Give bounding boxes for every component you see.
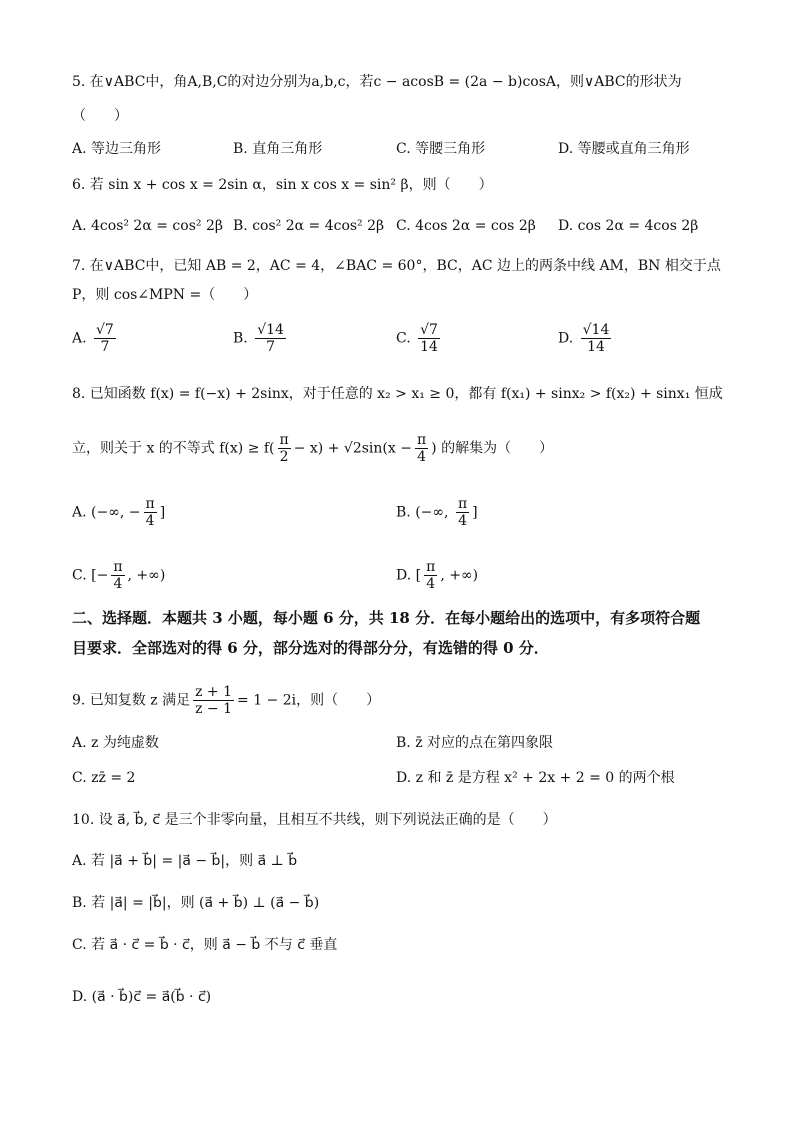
q7-option-d-label: D.	[558, 330, 574, 347]
q7-option-a-fraction	[94, 322, 116, 355]
q8-option-b-suffix: ]	[472, 504, 478, 521]
q7-stem-line2: P，则 cos∠MPN =（ ）	[72, 287, 258, 303]
q7-option-b	[233, 322, 289, 355]
q7-option-d-denominator: 14	[587, 339, 605, 355]
q7-option-a-label: A.	[72, 330, 87, 347]
q8-option-b-fraction	[456, 496, 469, 529]
q8-option-d-denominator: 4	[426, 576, 436, 592]
q8-stem-part-c: ) 的解集为（ ）	[431, 440, 554, 457]
q6-stem: 6. 若 sin x + cos x = 2sin α，sin x cos x = sin² β，则（ ）	[72, 177, 493, 193]
q8-option-a-fraction	[144, 496, 157, 529]
q8-option-c-prefix: [−	[91, 567, 109, 584]
q8-option-a-prefix: (−∞, −	[91, 504, 141, 521]
q8-stem-fraction-2-numerator: π	[416, 432, 427, 448]
q7-stem-line1: 7. 在∨ABC中，已知 AB = 2，AC = 4，∠BAC = 60°，BC，AC 边上的两条中线 AM，BN 相交于点	[72, 258, 721, 274]
q8-option-a-denominator: 4	[145, 513, 155, 529]
q9-stem-fraction-denominator: z − 1	[195, 701, 233, 717]
q6-option-c: C. 4cos 2α = cos 2β	[396, 218, 536, 234]
q9-stem-part-b: = 1 − 2i，则（ ）	[237, 692, 381, 709]
q7-option-c-denominator: 14	[420, 339, 438, 355]
q9-stem-fraction-numerator: z + 1	[195, 684, 233, 700]
q8-stem-part-a: 立，则关于 x 的不等式 f(x) ≥ f(	[72, 440, 275, 457]
q10-option-b: B. 若 |a⃗| = |b⃗|，则 (a⃗ + b⃗) ⊥ (a⃗ − b⃗)	[72, 895, 320, 911]
q8-option-a-numerator: π	[145, 496, 155, 512]
q8-option-b	[396, 496, 478, 529]
q8-stem-fraction-1-numerator: π	[279, 432, 289, 448]
q8-option-c-denominator: 4	[113, 576, 123, 592]
q7-option-a	[72, 322, 119, 355]
q9-option-b: B. z̄ 对应的点在第四象限	[396, 735, 554, 751]
q8-option-d-suffix: , +∞)	[440, 567, 479, 584]
q5-stem: 5. 在∨ABC中，角A,B,C的对边分别为a,b,c，若c − acosB = (2a − b)cosA，则∨ABC的形状为	[72, 74, 682, 90]
q8-option-d	[396, 559, 478, 592]
q8-option-c-numerator: π	[113, 559, 123, 575]
q9-option-a: A. z 为纯虚数	[72, 735, 159, 751]
q8-option-c-label: C.	[72, 567, 87, 584]
q8-option-b-numerator: π	[457, 496, 468, 512]
q6-option-b: B. cos² 2α = 4cos² 2β	[233, 218, 385, 234]
q7-option-b-label: B.	[233, 330, 248, 347]
q9-option-d: D. z 和 z̄ 是方程 x² + 2x + 2 = 0 的两个根	[396, 770, 675, 786]
q7-option-b-denominator: 7	[266, 339, 276, 355]
q6-option-a: A. 4cos² 2α = cos² 2β	[72, 218, 223, 234]
q5-option-b: B. 直角三角形	[233, 141, 323, 157]
q8-option-d-prefix: [	[415, 567, 422, 584]
q5-option-d: D. 等腰或直角三角形	[558, 141, 690, 157]
q8-option-c-fraction	[111, 559, 124, 592]
q8-option-c-suffix: , +∞)	[127, 567, 166, 584]
section2-heading-line1: 二、选择题．本题共 3 小题，每小题 6 分，共 18 分．在每小题给出的选项中，有多项符合题	[72, 609, 701, 627]
q8-stem-line1: 8. 已知函数 f(x) = f(−x) + 2sinx，对于任意的 x₂ > x₁ ≥ 0，都有 f(x₁) + sinx₂ > f(x₂) + sinx₁ 恒成	[72, 386, 723, 402]
q8-option-c	[72, 559, 165, 592]
q9-option-c: C. zz̄ = 2	[72, 770, 136, 786]
q10-option-a: A. 若 |a⃗ + b⃗| = |a⃗ − b⃗|，则 a⃗ ⊥ b⃗	[72, 853, 298, 869]
q10-option-d: D. (a⃗ · b⃗)c⃗ = a⃗(b⃗ · c⃗)	[72, 989, 212, 1005]
q8-stem-fraction-2-denominator: 4	[417, 449, 427, 465]
q8-stem-line2	[72, 432, 553, 465]
q8-stem-fraction-1-denominator: 2	[279, 449, 289, 465]
q7-option-d	[558, 322, 614, 355]
q7-option-b-fraction	[255, 322, 286, 355]
q10-stem: 10. 设 a⃗, b⃗, c⃗ 是三个非零向量，且相互不共线，则下列说法正确的是（ ）	[72, 812, 557, 828]
q8-stem-fraction-1	[278, 432, 291, 465]
q7-option-a-numerator: √7	[96, 322, 114, 338]
q9-stem-fraction	[193, 684, 234, 717]
section2-heading-line2: 目要求．全部选对的得 6 分，部分选对的得部分分，有选错的得 0 分．	[72, 639, 549, 657]
q8-option-d-numerator: π	[426, 559, 436, 575]
q7-option-c-fraction	[418, 322, 440, 355]
q8-stem-fraction-2	[415, 432, 428, 465]
q8-option-a	[72, 496, 165, 529]
q5-paren: （ ）	[72, 108, 128, 124]
q8-option-d-fraction	[424, 559, 437, 592]
q8-option-b-label: B.	[396, 504, 411, 521]
q9-stem	[72, 684, 380, 717]
q7-option-c	[396, 322, 443, 355]
q7-option-c-numerator: √7	[420, 322, 438, 338]
q7-option-c-label: C.	[396, 330, 411, 347]
q7-option-b-numerator: √14	[257, 322, 284, 338]
q8-option-a-suffix: ]	[159, 504, 166, 521]
q7-option-a-denominator: 7	[100, 339, 110, 355]
q7-option-d-fraction	[581, 322, 612, 355]
q9-stem-part-a: 9. 已知复数 z 满足	[72, 692, 191, 709]
q8-option-b-prefix: (−∞,	[415, 504, 453, 521]
q8-option-b-denominator: 4	[458, 513, 468, 529]
q10-option-c: C. 若 a⃗ · c⃗ = b⃗ · c⃗，则 a⃗ − b⃗ 不与 c⃗ 垂直	[72, 937, 338, 953]
q8-stem-part-b: − x) + √2sin(x −	[293, 440, 412, 457]
q5-option-a: A. 等边三角形	[72, 141, 162, 157]
q7-option-d-numerator: √14	[582, 322, 610, 338]
q8-option-a-label: A.	[72, 504, 87, 521]
q5-option-c: C. 等腰三角形	[396, 141, 486, 157]
q6-option-d: D. cos 2α = 4cos 2β	[558, 218, 699, 234]
q8-option-d-label: D.	[396, 567, 412, 584]
